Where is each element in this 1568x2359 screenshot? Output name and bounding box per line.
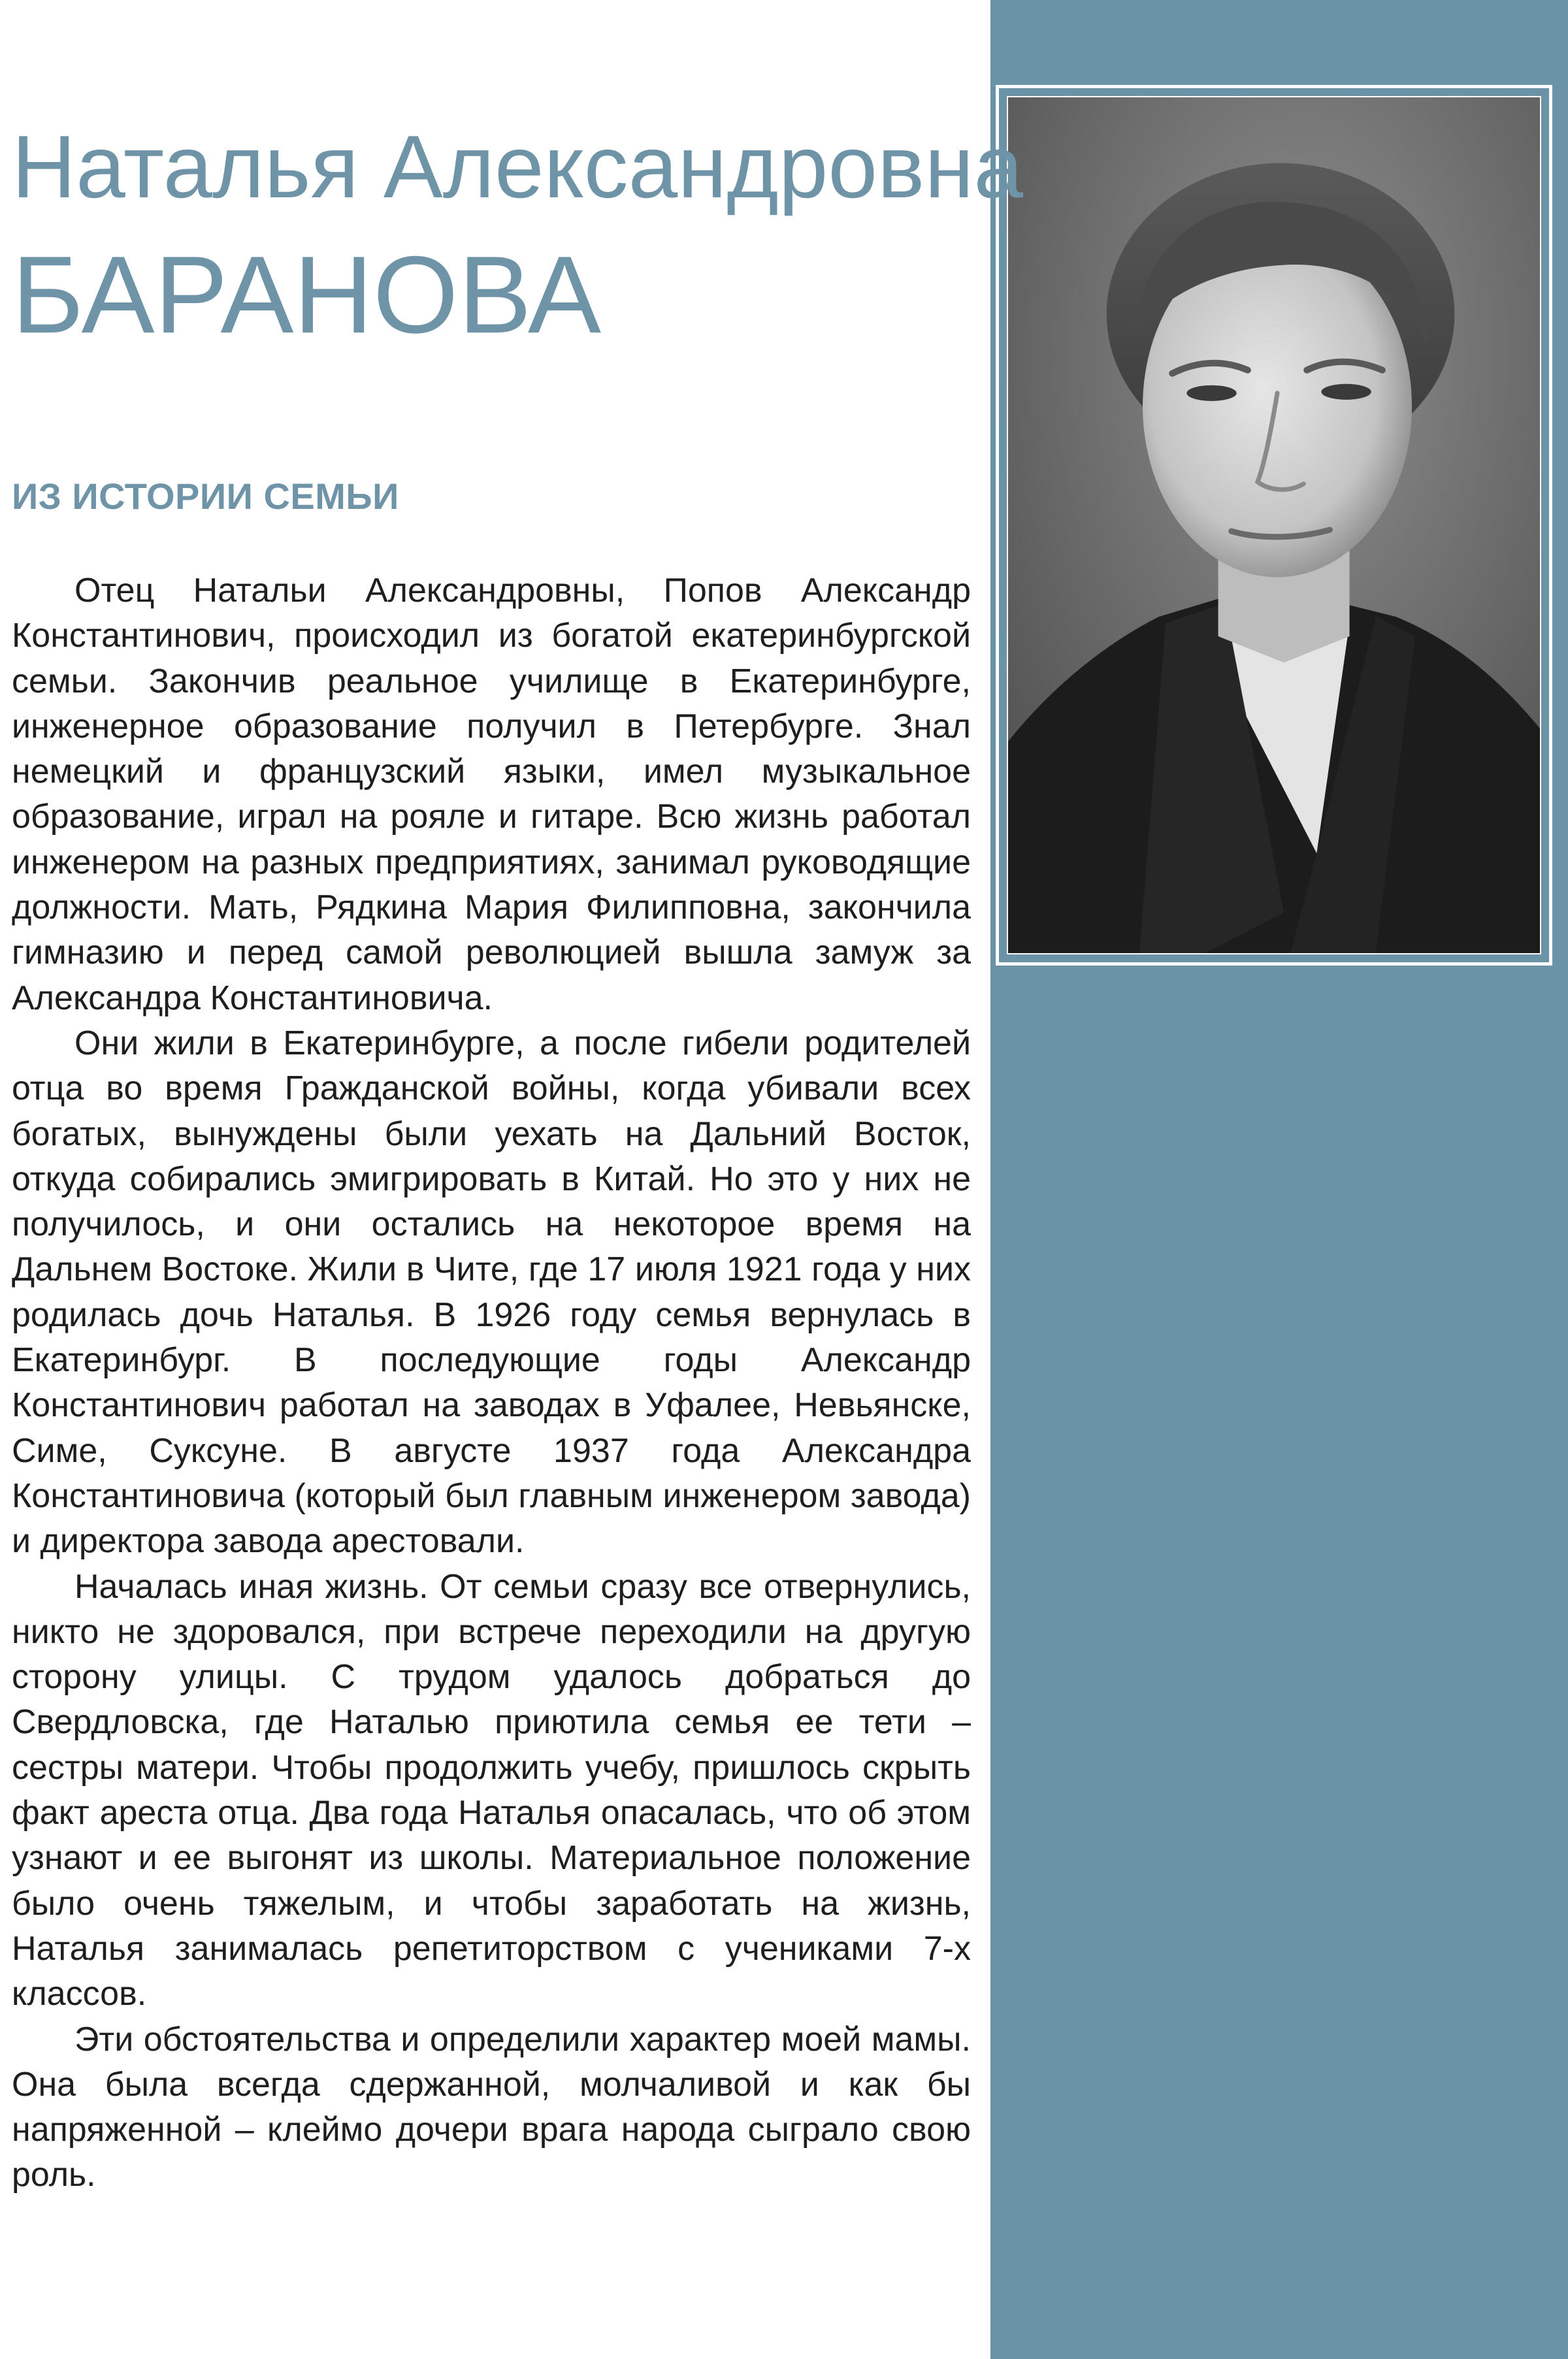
article-body xyxy=(12,568,971,2198)
paragraph: Они жили в Екатеринбурге, а после гибели родителей отца во время Гражданской войны, когда убивали всех богатых, вынуждены были уехать на Дальний Восток, откуда собирались эмигрировать в Китай. Но это у них не получилось, и они остались на некоторое время на Дальнем Востоке. Жили в Чите, где 17 июля 1921 года у них родилась дочь Наталья. В 1926 году семья вернулась в Екатеринбург. В последующие годы Александр Константинович работал на заводах в Уфалее, Невьянске, Симе, Суксуне. В августе 1937 года Александра Константиновича (который был главным инженером завода) и директора завода арестовали. xyxy=(12,1024,971,1561)
portrait-photo xyxy=(1007,96,1541,954)
paragraph: Отец Натальи Александровны, Попов Александр Константинович, происходил из богатой екатеринбургской семьи. Закончив реальное училище в Екатеринбурге, инженерное образование получил в Петербурге. Знал немецкий и французский языки, имел музыкальное образование, играл на рояле и гитаре. Всю жизнь работал инженером на разных предприятиях, занимал руководящие должности. Мать, Рядкина Мария Филипповна, закончила гимназию и перед самой революцией вышла замуж за Александра Константиновича. xyxy=(12,572,971,1017)
portrait-image xyxy=(1008,97,1540,953)
section-heading: ИЗ ИСТОРИИ СЕМЬИ xyxy=(12,476,399,517)
paragraph: Началась иная жизнь. От семьи сразу все отвернулись, никто не здоровался, при встрече переходили на другую сторону улицы. С трудом удалось добраться до Свердловска, где Наталью приютила семья ее тети – сестры матери. Чтобы продолжить учебу, пришлось скрыть факт ареста отца. Два года Наталья опасалась, что об этом узнают и ее выгонят из школы. Материальное положение было очень тяжелым, и чтобы заработать на жизнь, Наталья занималась репетиторством с учениками 7-х классов. xyxy=(12,1567,971,2013)
paragraph: Эти обстоятельства и определили характер моей мамы. Она была всегда сдержанной, молчаливой и как бы напряженной – клеймо дочери врага народа сыграло свою роль. xyxy=(12,2020,971,2194)
person-first-names: Наталья Александровна xyxy=(12,117,1023,216)
portrait-frame xyxy=(996,85,1552,966)
person-surname: БАРАНОВА xyxy=(12,233,602,356)
